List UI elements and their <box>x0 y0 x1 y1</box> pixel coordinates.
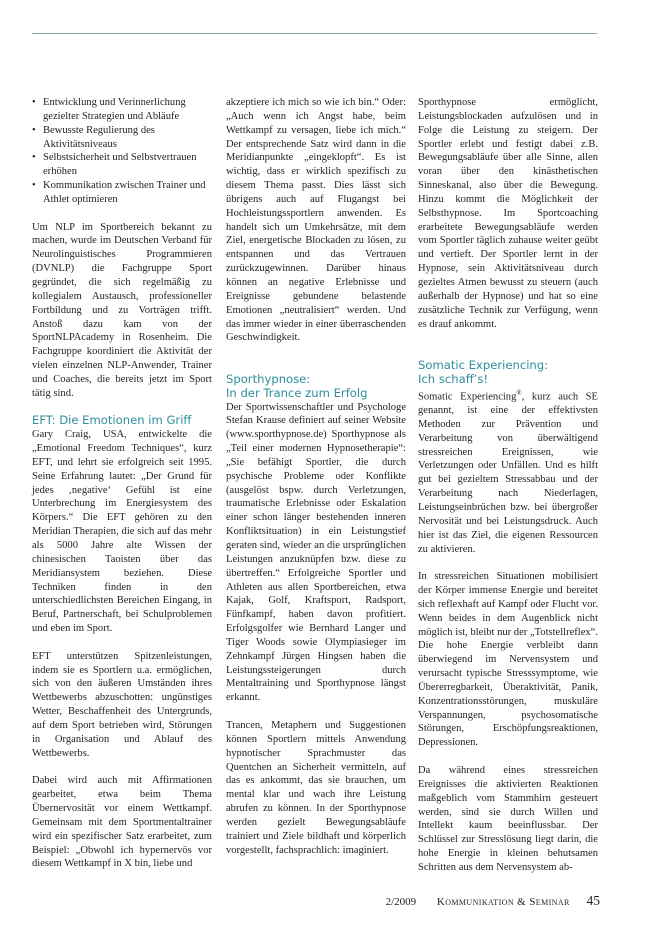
paragraph: Dabei wird auch mit Affirmationen gearbeitet, etwa beim Thema Übernervosität vor einem Wettkampf. Gemeinsam mit dem Sportmentaltrainer wird ein spezifischer Satz erarbeitet, zum Beispiel: „Obwohl ich hypernervös vor diesem Wettkampf in X bin, liebe und <box>32 775 212 870</box>
list-item: • Bewusste Regulierung des Aktivitätsniveaus <box>32 124 212 152</box>
heading-line: Sporthypnose: <box>226 371 311 386</box>
heading-line: Somatic Experiencing: <box>418 358 549 373</box>
section-heading-eft: EFT: Die Emotionen im Griff <box>32 413 192 428</box>
list-item: • Kommunikation zwischen Trainer und Athlet optimieren <box>32 179 212 207</box>
column-2 <box>226 96 406 857</box>
page-number: 45 <box>586 893 600 908</box>
section-heading-somatic <box>418 359 598 387</box>
heading-line: Ich schaff’s! <box>418 371 489 386</box>
paragraph: EFT unterstützen Spitzenleistungen, indem sie es Sportlern u.a. ermöglichen, sich von den äußeren Umständen ihres Wettbewerbs abzuschotten: ungünstiges Wetter, Beschaffenheit des Untergrunds, auf dem Sport betrieben wird, Störungen in Organisation und Ablauf des Wettbewerbs. <box>32 650 212 759</box>
issue-number: 2/2009 <box>385 896 417 908</box>
paragraph: Sporthypnose ermöglicht, Leistungsblockaden aufzulösen und in Folge die Leistung zu steigern. Der Sportler erlebt und festigt dabei z.B. Bewegungsabläufe über alle Sinne, allen voran über den kinästhetischen Sinneskanal, also über die Bewegung. Hinzu kommt die Möglichkeit der Selbsthypnose. Im Sportcoaching erarbeitete Bewegungsabläufe werden vom Sportler täglich zuhause weiter geübt und vertieft. Der Sportler lernt in der Hypnose, sein Aktivitätsniveau durch gezieltes Atmen bewusst zu steuern (auch außerhalb der Hypnose) und hat so eine zusätzliche Technik zur Verfügung, wenn es drauf ankommt. <box>418 97 598 330</box>
column-3 <box>418 96 598 875</box>
column-1 <box>32 96 212 871</box>
paragraph: Da während eines stressreichen Ereignisses die aktivierten Reaktionen maßgeblich vom Stammhirn gesteuert werden, sind sie durch Willen und Intellekt kaum beeinflussbar. Der Schlüssel zur Stresslösung liegt darin, die hohe Energie in kleinen behutsamen Schritten aus dem Nervensystem ab- <box>418 765 598 873</box>
section-heading-sporthypnose <box>226 373 406 401</box>
paragraph: Gary Craig, USA, entwickelte die „Emotional Freedom Techniques“, kurz EFT, und lehrt sie erfolgreich seit 1995. Seine Erfahrung lautet: „Der Grund für jedes ‚negative‘ Gefühl ist eine Unterbrechung im Energiesystem des Körpers.“ Die EFT gehören zu den Meridian Therapien, die sich auf das mehr als 5000 Jahre alte Wissen der chinesischen Taoisten über das Meridiansystem beziehen. Diese Techniken finden in den unterschiedlichsten Bereichen Eingang, in Beruf, Partnerschaft, bei Schulproblemen und eben im Sport. <box>32 429 212 635</box>
text-run: Somatic Experiencing <box>418 391 517 403</box>
paragraph: In stressreichen Situationen mobilisiert der Körper immense Energie und bereitet sich reflexhaft auf Kampf oder Flucht vor. Wenn beides in dem Augenblick nicht möglich ist, bleibt nur der „Totstellreflex“. Die hohe Energie verbleibt dann überwiegend im Nervensystem und verursacht typische Stresssymptome, wie Übererregbarkeit, Überaktivität, Panik, Konzentrationsstörungen, muskuläre Verspannungen, psychosomatische Störungen, Erschöpfungsreaktionen, Depressionen. <box>418 571 598 749</box>
top-rule <box>32 33 597 34</box>
page-footer <box>0 893 600 909</box>
bullet-list <box>32 96 212 207</box>
registered-mark: ® <box>516 388 522 397</box>
paragraph <box>418 387 598 557</box>
paragraph: Um NLP im Sportbereich bekannt zu machen, wurde im Deutschen Verband für Neurolinguistisches Programmieren (DVNLP) die Fachgruppe Sport gegründet, die sich regelmäßig zu kollegialem Austausch, professioneller Fortbildung und zu Vorträgen trifft. Anstoß dazu kam von der SportNLPAcademy in Rosenheim. Die Fachgruppe koordiniert die Aktivität der vielen einzelnen NLP-Anwender, Trainer und Coaches, die bereits jetzt im Sport tätig sind. <box>32 221 212 399</box>
paragraph: Der Sportwissenschaftler und Psychologe Stefan Krause definiert auf seiner Website (www.sporthypnose.de) Sporthypnose als „Teil einer modernen Hypnosetherapie“: „Sie befähigt Sportler, die durch psychische Probleme oder Konflikte (ausgelöst bspw. durch Verletzungen, traumatische Erlebnisse oder Eskalation einer schon länger bestehenden inneren Konfliktsituation) in ein Leistungstief geraten sind, wieder an die ursprünglichen Leistungen anzuknüpfen bzw. diese zu übertreffen.“ Erfolgreiche Sportler und Athleten aus allen Sportbereichen, etwa Kajak, Golf, Kraftsport, Radsport, Fünfkampf, haben davon profitiert. Erfolgsgolfer wie Bernhard Langer und Tiger Woods sowie Olympiasieger im Zehnkampf Jürgen Hingsen haben die Leistungssteigerungen durch Mentaltraining und Sporthypnose längst erkannt. <box>226 401 406 704</box>
list-item: • Selbstsicherheit und Selbstvertrauen erhöhen <box>32 151 212 179</box>
list-item: • Entwicklung und Verinnerlichung gezielter Strategien und Abläufe <box>32 96 212 124</box>
heading-line: In der Trance zum Erfolg <box>226 385 368 400</box>
paragraph: akzeptiere ich mich so wie ich bin.“ Oder: „Auch wenn ich Angst habe, beim Wettkampf zu versagen, liebe ich mich.“ Der entsprechende Satz wird dann in die Meridianpunkte „eingeklopft“. Es ist wichtig, dass er wirklich spezifisch zu diesem Thema passt. Dies lässt sich übrigens auch auf Flugangst bei Hochleistungssportlern anwenden. Es handelt sich um Umkehrsätze, mit dem Ziel, energetische Blockaden zu lösen, zu entspannen und das Vertrauen zurückzugewinnen. Darüber hinaus können an negative Erlebnisse und Ereignisse gebundene belastende Emotionen „neutralisiert“ werden. Und das immer wieder in einer überraschenden Geschwindigkeit. <box>226 97 406 344</box>
paragraph: Trancen, Metaphern und Suggestionen können Sportlern mittels Anwendung hypnotischer Sprachmuster das Quentchen an Sicherheit vermitteln, auf das es ankommt, das sie brauchen, um mental klar und wach ihre Leistung abrufen zu können. In der Sporthypnose werden gezielt Bewegungsabläufe trainiert und Ziele bildhaft und körperlich vorgestellt, fachsprachlich: imaginiert. <box>226 719 406 856</box>
magazine-title: Kommunikation & Seminar <box>436 896 570 908</box>
text-run: , kurz auch SE genannt, ist eine der effektivsten Methoden zur Prävention und Verarbeitung von überwältigend stressreichen Ereignissen, wie Verletzungen oder Unfällen. Und es hilft gut bei gezieltem Stressabbau und der Verarbeitung nach Niederlagen, Leistungseinbrüchen bzw. bei übergroßer Nervosität und bei Leistungsdruck. Auch hier ist das Ziel, die eigenen Ressourcen zu aktivieren. <box>418 391 598 555</box>
